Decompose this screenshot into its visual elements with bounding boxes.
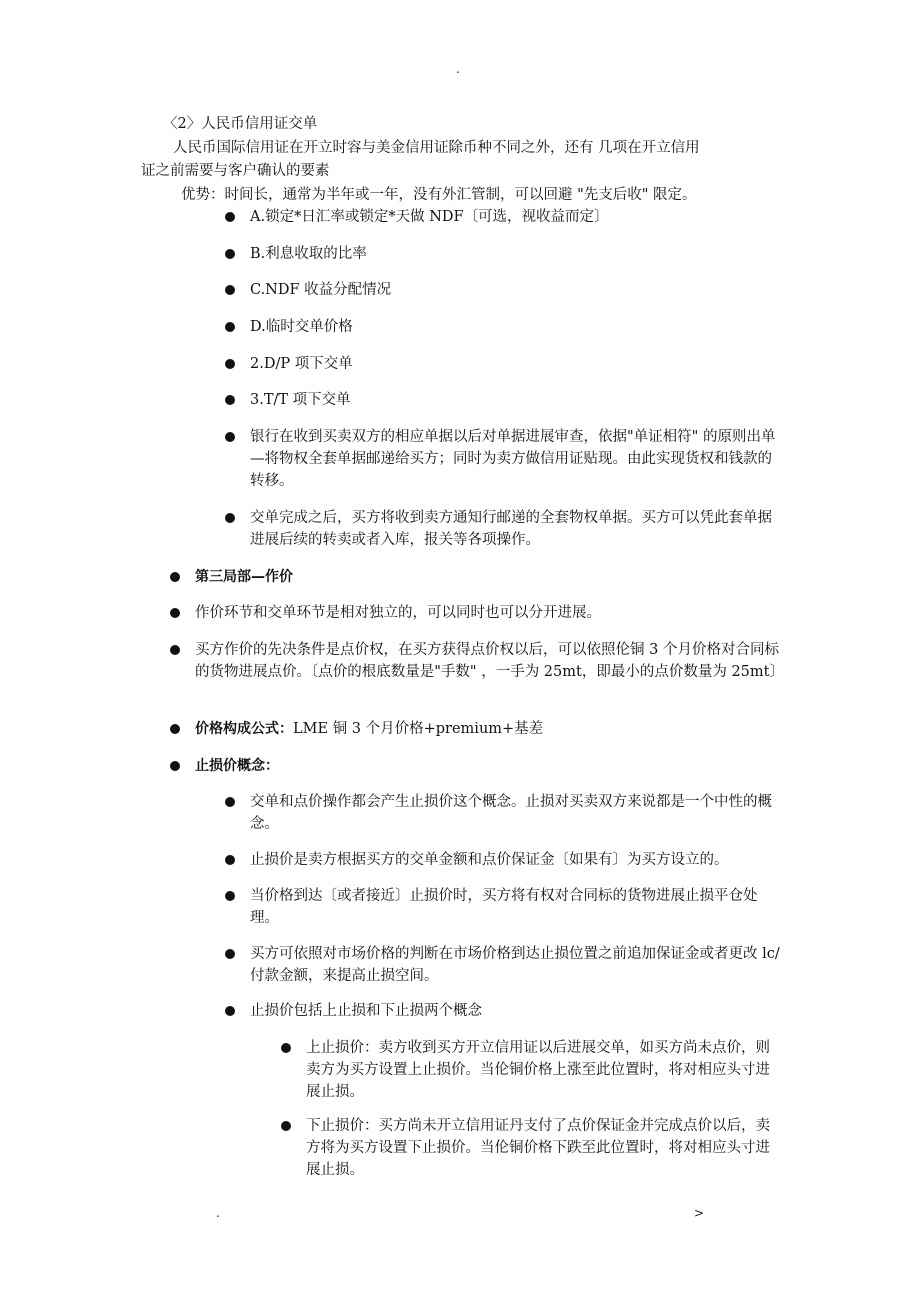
list-item: 下止损价：买方尚未开立信用证丹支付了点价保证金并完成点价以后，卖方将为买方设置下止损价。当伦铜价格下跌至此位置时，将对相应头寸进展止损。 <box>306 1115 782 1181</box>
footer-right-marker: > <box>694 1206 705 1220</box>
list-item: 交单完成之后，买方将收到卖方通知行邮递的全套物权单据。买方可以凭此套单据进展后续的转卖或者入库，报关等各项操作。 <box>250 507 782 551</box>
page-top-marker: . <box>456 62 460 76</box>
list-item: B.利息收取的比率 <box>250 243 770 265</box>
intro-line-2: 证之前需要与客户确认的要素 <box>141 163 330 179</box>
price-formula <box>195 718 785 740</box>
list-item: 买方可依照对市场价格的判断在市场价格到达止损位置之前追加保证金或者更改 lc/付款金额，来提高止损空间。 <box>250 943 782 987</box>
list-item: 买方作价的先决条件是点价权，在买方获得点价权以后，可以依照伦铜 3 个月价格对合同标的货物进展点价。〔点价的根底数量是"手数" ，一手为 25mt，即最小的点价数量为 25mt〕 <box>195 639 782 683</box>
list-item: 止损价包括上止损和下止损两个概念 <box>250 1000 782 1022</box>
price-formula-label: 价格构成公式： <box>195 721 293 737</box>
list-item: C.NDF 收益分配情况 <box>250 279 770 301</box>
advantage-line: 优势：时间长，通常为半年或一年，没有外汇管制，可以回避 "先支后收" 限定。 <box>181 187 697 203</box>
list-item: 当价格到达〔或者接近〕止损价时，买方将有权对合同标的货物进展止损平仓处理。 <box>250 885 782 929</box>
price-formula-value: LME 铜 3 个月价格+premium+基差 <box>293 721 544 737</box>
list-item: D.临时交单价格 <box>250 316 770 338</box>
list-item: 3.T/T 项下交单 <box>250 389 770 411</box>
list-item: 上止损价：卖方收到买方开立信用证以后进展交单，如买方尚未点价，则卖方为买方设置上止损价。当伦铜价格上涨至此位置时，将对相应头寸进展止损。 <box>306 1037 782 1103</box>
intro-line-1: 人民币国际信用证在开立时容与美金信用证除币种不同之外，还有 几项在开立信用 <box>173 140 700 156</box>
section-heading: 〈2〉人民币信用证交单 <box>163 116 318 132</box>
list-item: 止损价是卖方根据买方的交单金额和点价保证金〔如果有〕为买方设立的。 <box>250 849 790 871</box>
part3-title: 第三局部—作价 <box>195 566 785 588</box>
list-item: 银行在收到买卖双方的相应单据以后对单据进展审查，依据"单证相符" 的原则出单—将物权全套单据邮递给买方；同时为卖方做信用证贴现。由此实现货权和钱款的转移。 <box>250 426 782 492</box>
list-item: 2.D/P 项下交单 <box>250 353 770 375</box>
list-item: A.锁定*日汇率或锁定*天做 NDF〔可选，视收益而定〕 <box>250 206 770 228</box>
footer-left-marker: . <box>216 1206 220 1220</box>
stoploss-title: 止损价概念： <box>195 755 785 777</box>
list-item: 交单和点价操作都会产生止损价这个概念。止损对买卖双方来说都是一个中性的概念。 <box>250 791 782 835</box>
list-item: 作价环节和交单环节是相对独立的，可以同时也可以分开进展。 <box>195 602 785 624</box>
